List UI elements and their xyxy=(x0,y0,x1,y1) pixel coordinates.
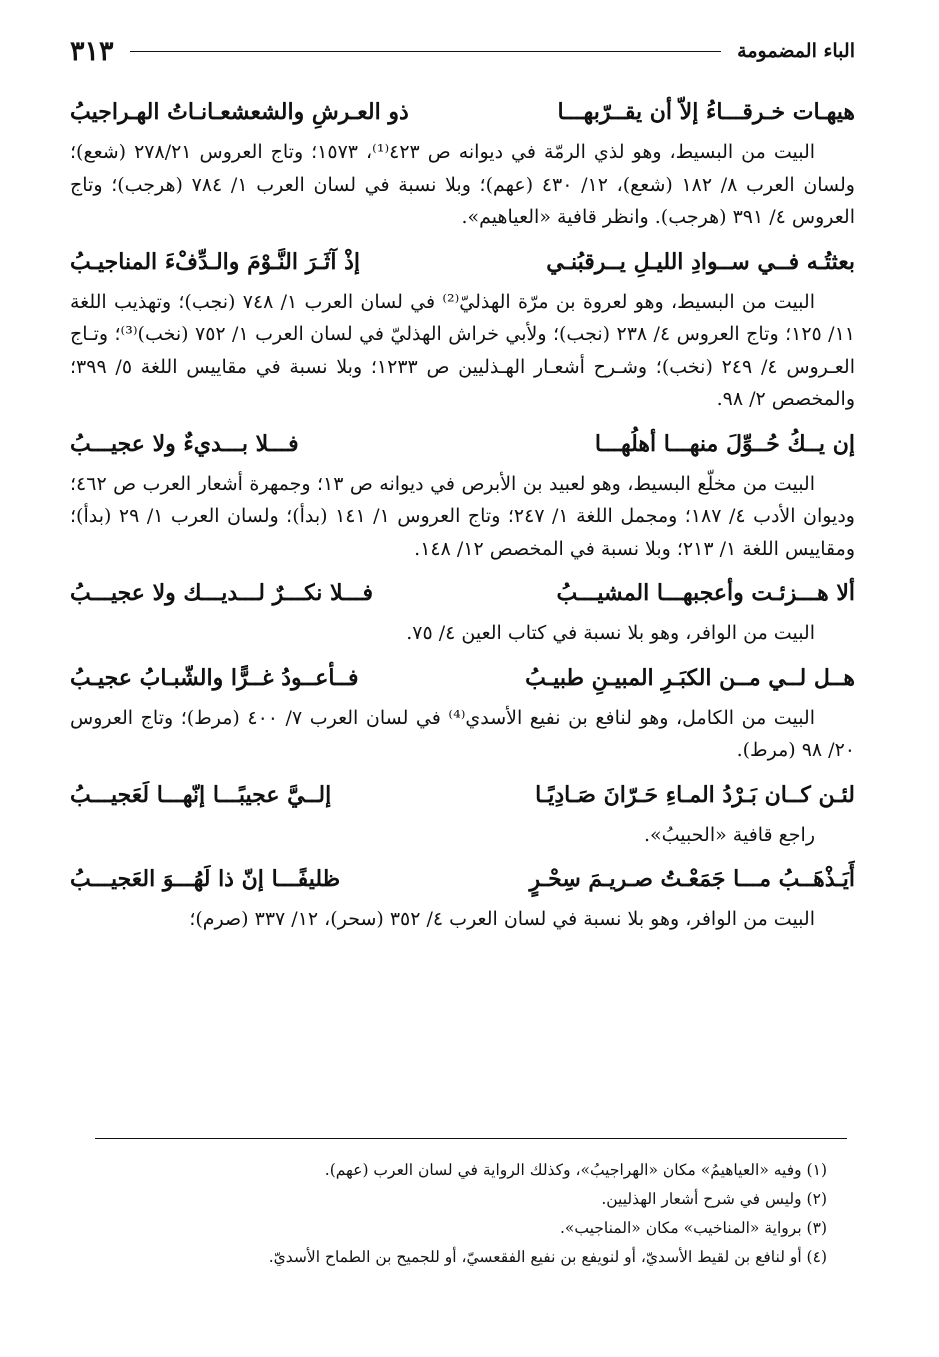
first-hemistich: لئـن كــان بَـرْدُ المـاءِ حَـرّانَ صَـادِيًـا xyxy=(535,781,855,808)
page-number: ٣١٣ xyxy=(70,35,114,67)
second-hemistich: فـــلا بـــديءٌ ولا عجيـــبُ xyxy=(70,430,299,457)
second-hemistich: إلــيَّ عجيبًـــا إنّهـــا لَعَجيـــبُ xyxy=(70,781,332,808)
footnote: (٢) وليس في شرح أشعار الهذليين. xyxy=(601,1190,827,1208)
header-rule xyxy=(130,51,722,52)
second-hemistich: إذْ آثَـرَ النَّـوْمَ والـدِّفْءَ المناجيـبُ xyxy=(70,248,360,275)
first-hemistich: ألا هـــزئـت وأعجبهـــا المشيـــبُ xyxy=(556,580,855,606)
second-hemistich: فــأعــودُ غــرًّا والشّبـابُ عجيـبُ xyxy=(70,664,359,691)
verse-commentary: البيت من الوافر، وهو بلا نسبة في كتاب العين ٤/ ٧٥. xyxy=(406,622,815,644)
second-hemistich: ظليفًـــا إنّ ذا لَهُـــوَ العَجيـــبُ xyxy=(70,866,341,892)
verse-commentary: البيت من الكامل، وهو لنافع بن نفيع الأسدي⁽⁴⁾ في لسان العرب ٧/ ٤٠٠ (مرط)؛ وتاج العروس ٢٠/ ٩٨ (مرط). xyxy=(70,706,855,761)
verse-line xyxy=(70,422,855,468)
verse-entry xyxy=(70,773,855,852)
verse-line xyxy=(70,773,855,819)
footnote-separator xyxy=(95,1138,847,1139)
footnote: (٤) أو لنافع بن لقيط الأسديّ، أو لنويفع بن نفيع الفقعسيّ، أو للجميح بن الطماح الأسديّ. xyxy=(268,1248,827,1266)
second-hemistich: فـــلا نكـــرٌ لـــديـــك ولا عجيـــبُ xyxy=(70,580,374,606)
verse-entry xyxy=(70,571,855,650)
verse-commentary: البيت من مخلّع البسيط، وهو لعبيد بن الأبرص في ديوانه ص ١٣؛ وجمهرة أشعار العرب ص ٤٦٢؛ وديوان الأدب ٤/ ١٨٧؛ ومجمل اللغة ١/ ٢٤٧؛ وتاج العروس ١/ ١٤١ (بدأ)؛ ولسان العرب ١/ ٢٩ (بدأ)؛ ومقاييس اللغة ١/ ٢١٣؛ وبلا نسبة في المخصص ١٢/ ١٤٨. xyxy=(70,472,855,560)
footnote: (٣) برواية «المناخيب» مكان «المناجيب». xyxy=(560,1219,827,1237)
footnotes xyxy=(70,1156,855,1272)
verse-commentary: البيت من البسيط، وهو لذي الرمّة في ديوانه ص ٤٢٣⁽¹⁾، ١٥٧٣؛ وتاج العروس ٢٧٨/٢١ (شعع)؛ ولسان العرب ٨/ ١٨٢ (شعع)، ١٢/ ٤٣٠ (عهم)؛ وبلا نسبة في لسان العرب ١/ ٧٨٤ (هرجب)؛ وتاج العروس ٤/ ٣٩١ (هرجب). وانظر قافية «العياهيم». xyxy=(70,141,855,228)
verse-commentary: راجع قافية «الحبيبُ». xyxy=(643,823,815,846)
verse-commentary: البيت من الوافر، وهو بلا نسبة في لسان العرب ٤/ ٣٥٢ (سحر)، ١٢/ ٣٣٧ (صرم)؛ xyxy=(189,908,815,930)
first-hemistich: إن يــكُ حُــوِّلَ منهـــا أهلُهـــا xyxy=(594,430,855,457)
section-title: الباء المضمومة xyxy=(737,40,855,62)
first-hemistich: أَيَـذْهَــبُ مـــا جَمَعْـتُ صـريـمَ سِحْـرٍ xyxy=(529,866,855,892)
verse-line xyxy=(70,240,855,286)
verse-commentary: البيت من البسيط، وهو لعروة بن مرّة الهذليّ⁽²⁾ في لسان العرب ١/ ٧٤٨ (نجب)؛ وتهذيب اللغة ١١/ ١٢٥؛ وتاج العروس ٤/ ٢٣٨ (نجب)؛ ولأبي خراش الهذليّ في لسان العرب ١/ ٧٥٢ (نخب)⁽³⁾؛ وتـاج العـروس ٤/ ٢٤٩ (نخب)؛ وشـرح أشعـار الهـذليين ص ١٢٣٣؛ وبلا نسبة في مقاييس اللغة ٥/ ٣٩٩؛ والمخصص ٢/ ٩٨. xyxy=(70,290,855,410)
verse-entry xyxy=(70,656,855,767)
verse-entry xyxy=(70,857,855,936)
verse-line xyxy=(70,90,855,136)
verse-line xyxy=(70,656,855,702)
first-hemistich: هــل لــي مــن الكبَـرِ المبيـنِ طبيـبُ xyxy=(525,664,855,691)
verse-entry xyxy=(70,240,855,416)
second-hemistich: ذو العـرشِ والشعشعـانـاتُ الهـراجيبُ xyxy=(70,99,409,125)
verse-line xyxy=(70,571,855,617)
verse-entry xyxy=(70,422,855,566)
footnote: (١) وفيه «العياهيمُ» مكان «الهراجيبُ»، وكذلك الرواية في لسان العرب (عهم). xyxy=(324,1161,827,1179)
running-header xyxy=(70,34,855,68)
verse-line xyxy=(70,857,855,903)
verse-entry xyxy=(70,90,855,234)
first-hemistich: بعثتُـه فــي ســوادِ الليـلِ يــرقبُنـي xyxy=(546,248,855,275)
first-hemistich: هيهـات خـرقـــاءُ إلاّ أن يقــرّبهـــا xyxy=(557,99,855,125)
verse-entries xyxy=(70,90,855,936)
